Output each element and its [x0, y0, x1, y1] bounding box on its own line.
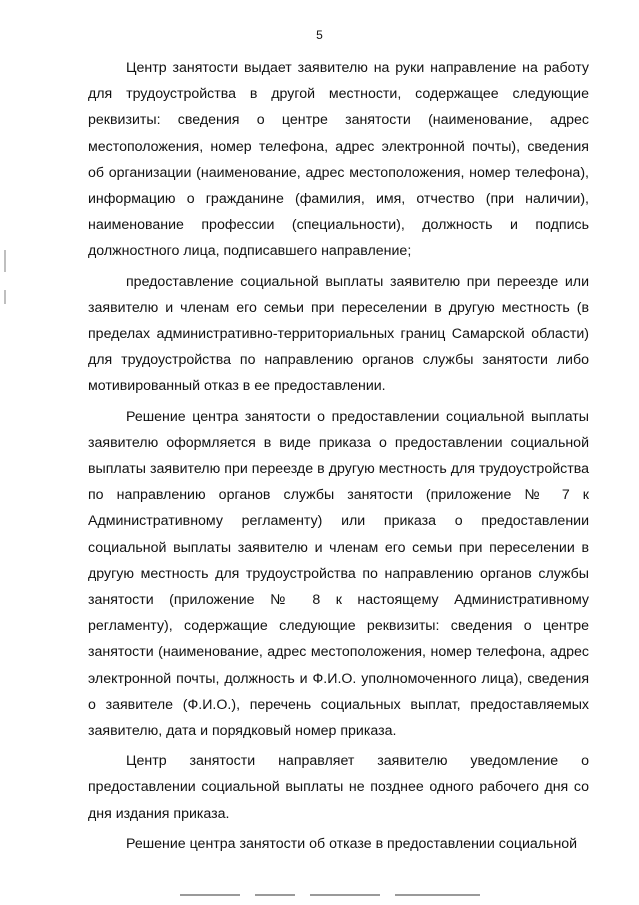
paragraph: предоставление социальной выплаты заявителю при переезде или заявителю и членам его семьи при переселении в другую местность (в пределах административно-территориальных границ Самарской области) для трудоустройства по направлению органов службы занятости либо мотивированный отказ в ее предоставлении. — [88, 273, 589, 395]
paragraph: Решение центра занятости о предоставлении социальной выплаты заявителю оформляется в виде приказа о предоставлении социальной выплаты заявителю при переезде в другую местность для трудоустройства по направлению органов службы занятости (приложение № 7 к Административному регламенту) или приказа о предоставлении социальной выплаты заявителю и членам его семьи при переселении в другую местность для трудоустройства по направлению органов службы занятости (приложение № 8 к настоящему Административному регламенту), содержащие следующие реквизиты: сведения о центре занятости (наименование, адрес местоположения, номер телефона, адрес электронной почты, должность и Ф.И.О. уполномоченного лица), сведения о заявителе (Ф.И.О.), перечень социальных выплат, предоставляемых заявителю, дата и порядковый номер приказа. — [88, 408, 589, 740]
scan-margin-mark — [4, 250, 6, 272]
scan-bottom-marks — [180, 894, 480, 898]
scan-margin-mark — [4, 290, 6, 304]
paragraph: Центр занятости выдает заявителю на руки направление на работу для трудоустройства в другой местности, содержащее следующие реквизиты: сведения о центре занятости (наименование, адрес местоположения, номер телефона, адрес электронной почты), сведения об организации (наименование, адрес местоположения, номер телефона), информацию о гражданине (фамилия, имя, отчество (при наличии), наименование профессии (специальности), должность и подпись должностного лица, подписавшего направление; — [88, 60, 589, 260]
scan-mark — [255, 894, 295, 896]
paragraph: Центр занятости направляет заявителю уведомление о предоставлении социальной выплаты не позднее одного рабочего дня со дня издания приказа. — [88, 753, 589, 822]
document-body — [88, 55, 589, 857]
scan-mark — [180, 894, 240, 896]
page-number: 5 — [316, 28, 323, 42]
scan-mark — [395, 894, 480, 896]
scan-mark — [310, 894, 380, 896]
paragraph: Решение центра занятости об отказе в предоставлении социальной — [126, 835, 578, 852]
